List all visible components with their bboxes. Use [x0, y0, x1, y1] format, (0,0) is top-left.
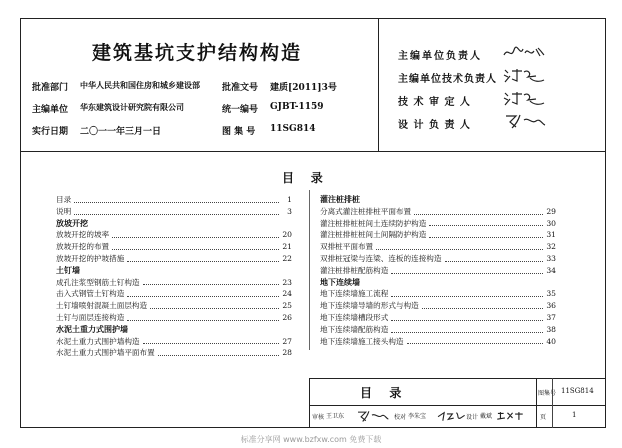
- contents-leader-dots: [391, 332, 543, 333]
- contents-item[interactable]: [320, 265, 556, 277]
- contents-item-page: 22: [282, 253, 292, 263]
- contents-item-label: 土钉与面层连接构造: [56, 312, 125, 322]
- contents-item-page: 35: [546, 289, 556, 299]
- contents-item[interactable]: [56, 277, 292, 289]
- contents-leader-dots: [429, 237, 543, 238]
- contents-leader-dots: [127, 261, 279, 262]
- contents-item-page: 29: [546, 206, 556, 216]
- title-block-atlas-no: 11SG814: [561, 387, 594, 395]
- contents-item-page: 25: [282, 301, 292, 311]
- atlas-no-label: 图 集 号: [222, 127, 256, 137]
- contents-item-label: 击入式钢管土钉构造: [56, 289, 125, 299]
- contents-item-label: 水泥土重力式围护墙构造: [56, 336, 140, 346]
- contents-item-page: 32: [546, 242, 556, 252]
- contents-leader-dots: [112, 237, 279, 238]
- contents-leader-dots: [143, 343, 279, 344]
- title-block-left-line: [309, 378, 310, 428]
- contents-item-label: 分离式灌注桩排桩平面布置: [320, 206, 412, 216]
- unified-no: GJBT-1159: [270, 102, 324, 112]
- contents-item-label: 灌注桩排桩桩间土连续防护构造: [320, 218, 427, 228]
- title-block-page-no: 1: [572, 411, 577, 419]
- signature-4: [502, 112, 546, 130]
- contents-leader-dots: [407, 343, 543, 344]
- title-block-page-label: 页: [540, 414, 547, 421]
- contents-item-label: 双排桩平面布置: [320, 242, 374, 252]
- contents-section-heading: 放坡开挖: [56, 217, 88, 228]
- footer-watermark: 标准分享网 www.bzfxw.com 免费下载: [240, 435, 382, 444]
- contents-item-page: 38: [546, 324, 556, 334]
- unified-no-label: 统一编号: [222, 105, 259, 115]
- contents-item-page: 3: [287, 206, 292, 216]
- contents-item[interactable]: [320, 253, 556, 265]
- contents-leader-dots: [127, 296, 279, 297]
- impl-date-label: 实行日期: [32, 127, 69, 137]
- approve-doc-label: 批准文号: [222, 83, 259, 93]
- contents-item-label: 说明: [56, 206, 72, 216]
- contents-item[interactable]: [56, 206, 292, 218]
- role-reviewer: 技 术 审 定 人: [398, 97, 471, 108]
- contents-section-heading: 水泥土重力式围护墙: [56, 323, 128, 334]
- contents-item[interactable]: [56, 241, 292, 253]
- contents-item[interactable]: [320, 324, 556, 336]
- signature-2: [502, 66, 546, 84]
- contents-left-column: [56, 194, 292, 359]
- contents-item-label: 成孔注浆型钢筋土钉构造: [56, 277, 140, 287]
- contents-item-page: 20: [282, 230, 292, 240]
- contents-leader-dots: [445, 261, 544, 262]
- contents-item[interactable]: [320, 241, 556, 253]
- role-design-chief: 设 计 负 责 人: [398, 120, 471, 131]
- contents-item-label: 地下连续墙槽段形式: [320, 312, 389, 322]
- title-block-review-label: 审核: [312, 414, 325, 421]
- contents-item-label: 水泥土重力式围护墙平面布置: [56, 348, 155, 358]
- contents-item[interactable]: [320, 206, 556, 218]
- contents-leader-dots: [150, 308, 279, 309]
- contents-item[interactable]: [320, 229, 556, 241]
- contents-item-page: 30: [546, 218, 556, 228]
- contents-leader-dots: [414, 214, 543, 215]
- impl-date: 二〇一一年三月一日: [80, 127, 162, 137]
- signature-1: [502, 43, 546, 61]
- contents-leader-dots: [127, 320, 279, 321]
- contents-item-label: 灌注桩排桩配筋构造: [320, 265, 389, 275]
- title-block-designer: 戴斌: [480, 413, 493, 420]
- approve-dept: 中华人民共和国住房和城乡建设部: [80, 80, 200, 90]
- contents-item-page: 23: [282, 277, 292, 287]
- title-block-name: 目 录: [360, 386, 405, 400]
- contents-leader-dots: [422, 308, 543, 309]
- title-block-atlas-label-divider: [552, 378, 553, 428]
- contents-item[interactable]: [320, 312, 556, 324]
- contents-leader-dots: [376, 249, 543, 250]
- editor-label: 主编单位: [32, 105, 69, 115]
- contents-item[interactable]: [56, 336, 292, 348]
- title-block-reviewer: 王卫东: [326, 413, 345, 420]
- contents-divider: [309, 190, 310, 350]
- contents-section-heading: 土钉墙: [56, 264, 80, 275]
- page-title: 建筑基坑支护结构构造: [92, 42, 303, 64]
- contents-item-label: 土钉墙喷射混凝土面层构造: [56, 301, 148, 311]
- contents-item[interactable]: [320, 288, 556, 300]
- contents-right-column: [320, 194, 556, 347]
- title-block-atlas-label: 图集号: [538, 390, 557, 397]
- contents-item-label: 放坡开挖的布置: [56, 242, 110, 252]
- contents-item-page: 21: [282, 242, 292, 252]
- title-block-top-line: [309, 378, 606, 379]
- contents-item-label: 目录: [56, 195, 72, 204]
- contents-leader-dots: [143, 284, 279, 285]
- signature-3: [502, 89, 546, 107]
- contents-item-label: 双排桩冠梁与连梁、连板的连接构造: [320, 253, 442, 263]
- contents-item-page: 36: [546, 301, 556, 311]
- checker-signature: [436, 408, 466, 422]
- contents-leader-dots: [429, 225, 543, 226]
- atlas-no: 11SG814: [270, 124, 316, 134]
- contents-item[interactable]: [56, 300, 292, 312]
- contents-item-label: 放坡开挖的护坡措施: [56, 253, 125, 263]
- contents-item-label: 地下连续墙施工接头构造: [320, 336, 404, 346]
- contents-item[interactable]: [56, 253, 292, 265]
- contents-leader-dots: [112, 249, 279, 250]
- contents-section-heading: 灌注桩排桩: [320, 194, 360, 204]
- approve-doc: 建质[2011]3号: [270, 83, 337, 93]
- header-divider: [378, 18, 379, 151]
- contents-item-label: 地下连续墙配筋构造: [320, 324, 389, 334]
- contents-item-label: 地下连续墙施工流程: [320, 289, 389, 299]
- title-block-mid-line: [309, 405, 606, 406]
- contents-item-page: 33: [546, 253, 556, 263]
- contents-item[interactable]: [56, 194, 292, 206]
- contents-item[interactable]: [56, 288, 292, 300]
- contents-item-page: 37: [546, 312, 556, 322]
- contents-leader-dots: [391, 296, 543, 297]
- contents-item[interactable]: [56, 312, 292, 324]
- approve-dept-label: 批准部门: [32, 83, 69, 93]
- contents-item-page: 27: [282, 336, 292, 346]
- title-block-checker: 李朱宝: [408, 413, 427, 420]
- contents-leader-dots: [391, 273, 543, 274]
- contents-item-page: 31: [546, 230, 556, 240]
- title-block-atlas-divider: [536, 378, 537, 428]
- contents-item-page: 1: [287, 195, 292, 204]
- contents-item-page: 34: [546, 265, 556, 275]
- contents-leader-dots: [391, 320, 543, 321]
- editor: 华东建筑设计研究院有限公司: [80, 102, 184, 112]
- designer-signature: [496, 408, 524, 422]
- contents-item-label: 放坡开挖的坡率: [56, 230, 110, 240]
- role-tech-chief: 主编单位技术负责人: [398, 74, 497, 85]
- reviewer-signature: [352, 408, 392, 422]
- contents-item[interactable]: [56, 347, 292, 359]
- contents-item[interactable]: [320, 218, 556, 230]
- contents-title: 目 录: [282, 171, 323, 185]
- contents-item[interactable]: [56, 229, 292, 241]
- contents-section-heading: 地下连续墙: [320, 276, 360, 287]
- contents-item-label: 灌注桩排桩桩间土间隔防护构造: [320, 230, 427, 240]
- contents-item-page: 26: [282, 312, 292, 322]
- contents-item[interactable]: [320, 300, 556, 312]
- title-block-check-label: 校对: [394, 414, 407, 421]
- contents-item-page: 40: [546, 336, 556, 346]
- contents-leader-dots: [74, 202, 279, 203]
- header-bottom-line: [20, 151, 606, 152]
- contents-item-page: 24: [282, 289, 292, 299]
- contents-leader-dots: [74, 214, 279, 215]
- title-block-design-label: 设计: [466, 414, 479, 421]
- contents-item-label: 地下连续墙导墙的形式与构造: [320, 301, 419, 311]
- role-chief-unit: 主编单位负责人: [398, 51, 482, 62]
- contents-leader-dots: [158, 355, 279, 356]
- contents-item[interactable]: [320, 336, 556, 348]
- contents-item-page: 28: [282, 348, 292, 358]
